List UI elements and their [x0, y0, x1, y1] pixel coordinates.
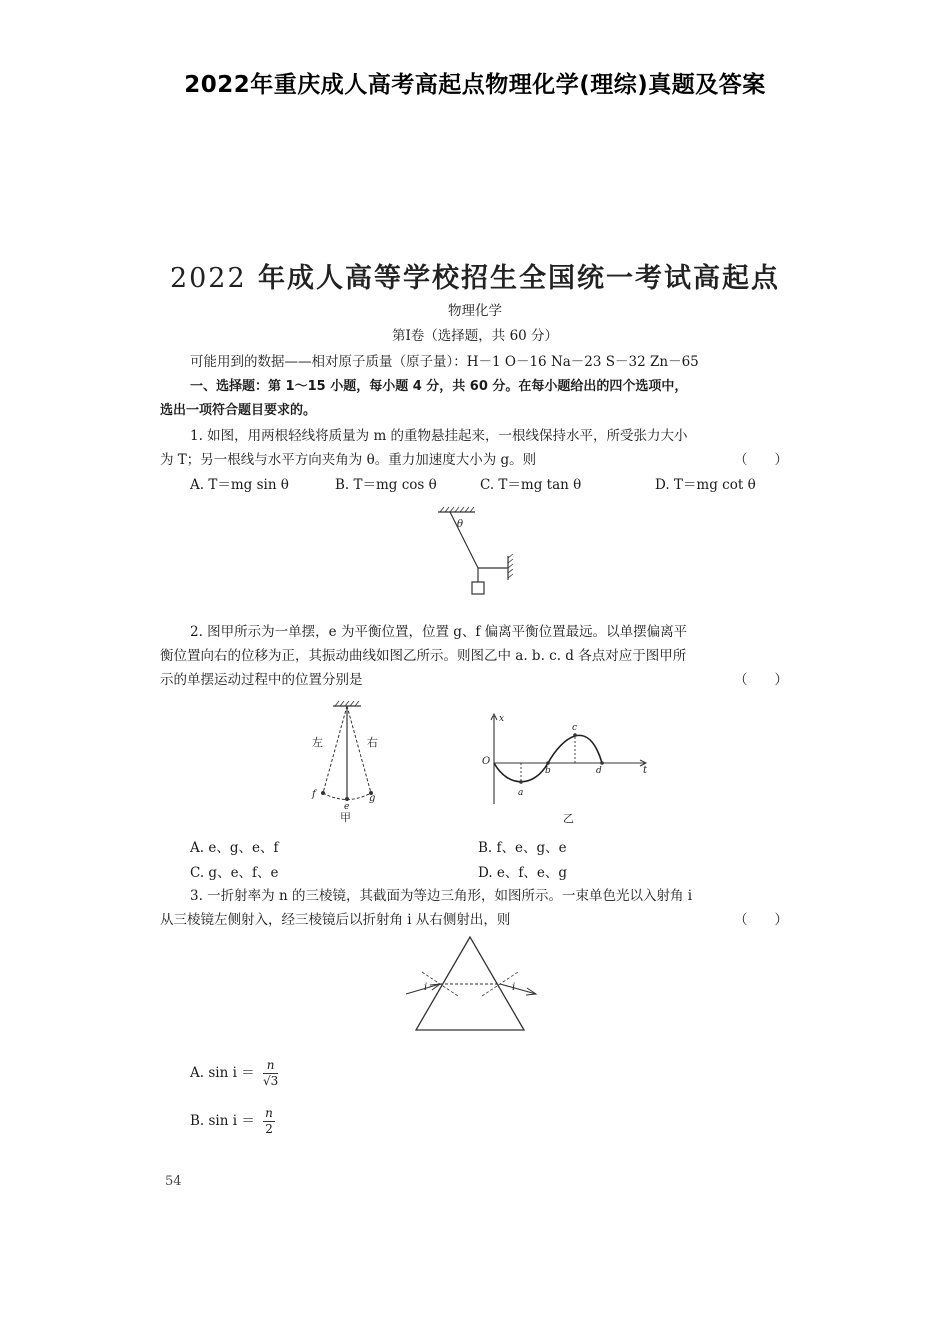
q1-answer-paren: （ ） [734, 452, 788, 468]
section1-line1: 一、选择题：第 1～15 小题，每小题 4 分，共 60 分。在每小题给出的四个选项中， [190, 379, 688, 394]
graph-origin-label: O [482, 756, 491, 767]
q1-option-d: D. T＝mg cot θ [655, 477, 756, 493]
graph-x-label: x [499, 714, 505, 724]
q2-line3: 示的单摆运动过程中的位置分别是 [160, 672, 363, 688]
q3-option-a-prefix: A. sin i ＝ [190, 1065, 255, 1081]
graph-a-label: a [518, 788, 524, 798]
q2-pendulum-figure [295, 696, 415, 826]
pendulum-right-label: 右 [367, 736, 378, 749]
subject-label: 物理化学 [448, 303, 502, 319]
q3-option-b [190, 1106, 275, 1137]
graph-caption: 乙 [563, 812, 574, 825]
q3-answer-paren: （ ） [734, 912, 788, 928]
q2-line2: 衡位置向右的位移为正，其振动曲线如图乙所示。则图乙中 a. b. c. d 各点对应于图甲所 [160, 648, 687, 664]
section1-line2: 选出一项符合题目要求的。 [160, 403, 317, 418]
exam-title [0, 256, 950, 295]
q1-line1: 1. 如图，用两根轻线将质量为 m 的重物悬挂起来，一根线保持水平，所受张力大小 [190, 428, 688, 444]
q3-option-b-fraction [263, 1106, 275, 1137]
q3-line1: 3. 一折射率为 n 的三棱镜，其截面为等边三角形，如图所示。一束单色光以入射角 i [190, 888, 693, 904]
graph-t-label: t [643, 765, 648, 776]
q2-line3-wrap [160, 668, 788, 692]
q3-line2: 从三棱镜左侧射入，经三棱镜后以折射角 i 从右侧射出，则 [160, 912, 511, 928]
q3-option-b-prefix: B. sin i ＝ [190, 1113, 255, 1129]
q3-line2-wrap [160, 908, 788, 932]
prism-exit-angle-label: i [512, 982, 516, 993]
q2-option-a: A. e、g、e、f [190, 840, 279, 856]
q1-option-c: C. T＝mg tan θ [480, 477, 582, 493]
exam-title-year: 2022 [169, 263, 247, 294]
q2-vibration-figure [478, 706, 663, 831]
document-title: 2022年重庆成人高考高起点物理化学(理综)真题及答案 [184, 72, 766, 98]
volume-label: 第Ⅰ卷（选择题，共 60 分） [391, 328, 559, 344]
q2-answer-paren: （ ） [734, 672, 788, 688]
q2-line1: 2. 图甲所示为一单摆，e 为平衡位置，位置 g、f 偏离平衡位置最远。以单摆偏离平 [190, 624, 688, 640]
q1-option-b: B. T＝mg cos θ [335, 477, 437, 493]
q3-option-a-fraction [263, 1058, 278, 1089]
pendulum-caption: 甲 [340, 811, 351, 824]
pendulum-g-label: g [369, 793, 376, 804]
pendulum-left-label: 左 [312, 736, 323, 749]
exam-title-text: 年成人高等学校招生全国统一考试高起点 [246, 263, 781, 294]
q3-option-a-denominator: √3 [262, 1074, 279, 1088]
pendulum-e-label: e [344, 802, 350, 812]
graph-c-label: c [572, 723, 578, 733]
q1-line2-wrap [160, 448, 788, 472]
prism-incident-angle-label: i [424, 982, 428, 993]
q3-option-b-numerator: n [265, 1106, 273, 1120]
q3-prism-figure [400, 932, 545, 1040]
q1-line2: 为 T；另一根线与水平方向夹角为 θ。重力加速度大小为 g。则 [160, 452, 537, 468]
q3-option-b-denominator: 2 [265, 1122, 273, 1136]
q3-option-a-numerator: n [263, 1058, 278, 1074]
pendulum-f-label: f [312, 789, 316, 800]
q2-option-d: D. e、f、e、g [478, 865, 568, 881]
page-number: 54 [165, 1174, 182, 1189]
q1-figure [420, 500, 530, 610]
q3-option-a [190, 1058, 278, 1089]
graph-d-label: d [596, 766, 602, 776]
q2-option-c: C. g、e、f、e [190, 865, 279, 881]
atomic-masses: 可能用到的数据——相对原子质量（原子量）：H－1 O－16 Na－23 S－32 Zn－65 [190, 354, 699, 370]
graph-b-label: b [545, 766, 551, 776]
q1-option-a: A. T＝mg sin θ [190, 477, 289, 493]
q1-theta-label: θ [457, 519, 464, 530]
q2-option-b: B. f、e、g、e [478, 840, 567, 856]
